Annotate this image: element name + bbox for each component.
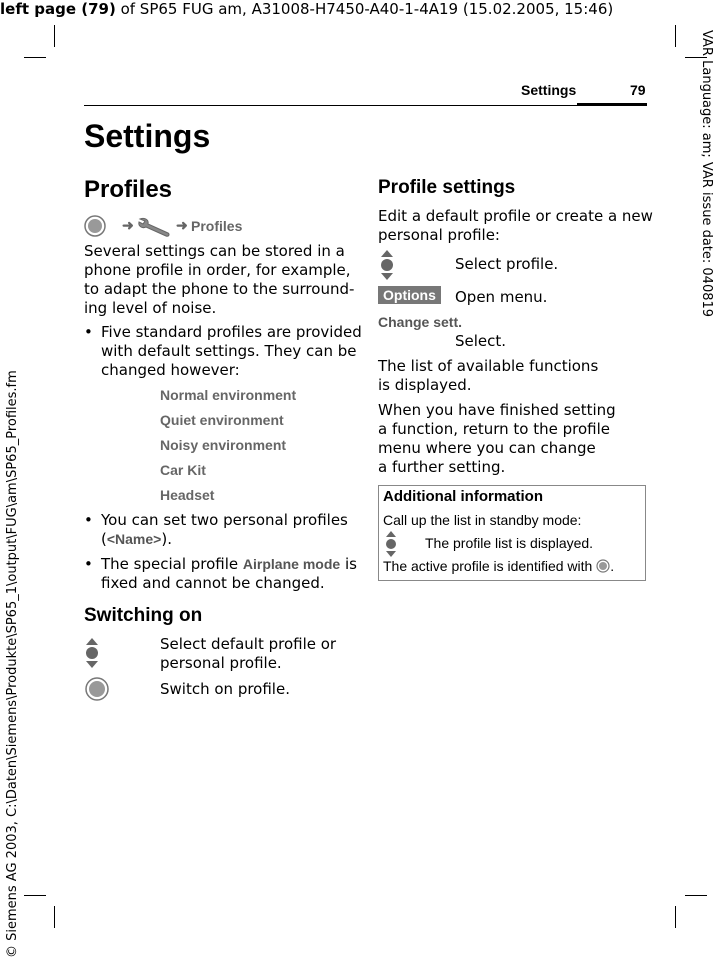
profile-quiet: Quiet environment <box>160 412 284 428</box>
options-softkey: Options <box>378 286 441 304</box>
additional-info-line3: The active profile is identified with . <box>383 558 615 574</box>
center-key-icon <box>85 677 109 701</box>
side-note-right: VAR Language: am; VAR issue date: 040819 <box>699 30 714 318</box>
additional-info-title: Additional information <box>383 488 543 505</box>
settings-step-open-menu: Open menu. <box>455 288 548 306</box>
profiles-intro: Several settings can be stored in a phone profile in order, for example, to adapt the phone to the surround- ing level of noise. <box>84 242 355 317</box>
additional-info-box <box>378 485 646 581</box>
navigation-key-icon <box>384 531 398 557</box>
center-key-icon <box>84 215 106 237</box>
page-title: Settings <box>84 118 211 154</box>
header-rule-accent <box>577 103 647 106</box>
additional-info-line2: The profile list is displayed. <box>425 535 594 551</box>
profile-settings-heading: Profile settings <box>378 177 516 198</box>
airplane-mode-key: Airplane mode <box>242 556 341 572</box>
navigation-key-icon <box>84 638 100 668</box>
page-header-info: of SP65 FUG am, A31008-H7450-A40-1-4A19 (15.02.2005, 15:46) <box>115 0 614 18</box>
profile-noisy: Noisy environment <box>160 437 287 453</box>
additional-info-line1: Call up the list in standby mode: <box>383 512 582 528</box>
page-number: 79 <box>630 82 646 98</box>
return-note: When you have finished setting a function, return to the profile menu where you can change a further setting. <box>378 401 616 476</box>
functions-list-note: The list of available functions is displayed. <box>378 357 599 394</box>
bullet-airplane-mode: • The special profile Airplane mode is fixed and cannot be changed. <box>84 555 357 592</box>
profile-car-kit: Car Kit <box>160 462 206 478</box>
page-header <box>0 0 613 18</box>
name-key: <Name> <box>106 531 162 547</box>
nav-target: Profiles <box>191 218 243 234</box>
header-rule <box>84 105 647 106</box>
settings-step-select-function: Select. <box>455 332 507 350</box>
switching-on-heading: Switching on <box>84 605 203 626</box>
nav-arrow-1: ➜ <box>122 217 134 233</box>
running-header-title: Settings <box>521 82 577 98</box>
bullet-personal-profiles: • You can set two personal profiles (<Name>). <box>84 511 348 548</box>
profile-normal: Normal environment <box>160 387 297 403</box>
nav-arrow-2: ➜ <box>176 217 188 233</box>
profile-headset: Headset <box>160 487 215 503</box>
profiles-heading: Profiles <box>84 176 173 203</box>
navigation-key-icon <box>379 250 395 280</box>
nav-path <box>84 215 254 239</box>
active-profile-icon <box>596 559 610 573</box>
bullet-standard-profiles: • Five standard profiles are provided with default settings. They can be changed however: <box>84 323 362 379</box>
page-header-label: left page (79) <box>0 0 116 18</box>
switching-step-select: Select default profile or personal profile. <box>160 635 337 672</box>
settings-step-select: Select profile. <box>455 255 559 273</box>
profile-settings-intro: Edit a default profile or create a new personal profile: <box>378 207 653 244</box>
change-sett-key: Change sett. <box>378 314 463 330</box>
wrench-icon <box>136 216 172 238</box>
switching-step-confirm: Switch on profile. <box>160 680 290 698</box>
side-note-left: © Siemens AG 2003, C:\Daten\Siemens\Produkte\SP65_1\output\FUG\am\SP65_Profiles.fm <box>5 370 20 958</box>
